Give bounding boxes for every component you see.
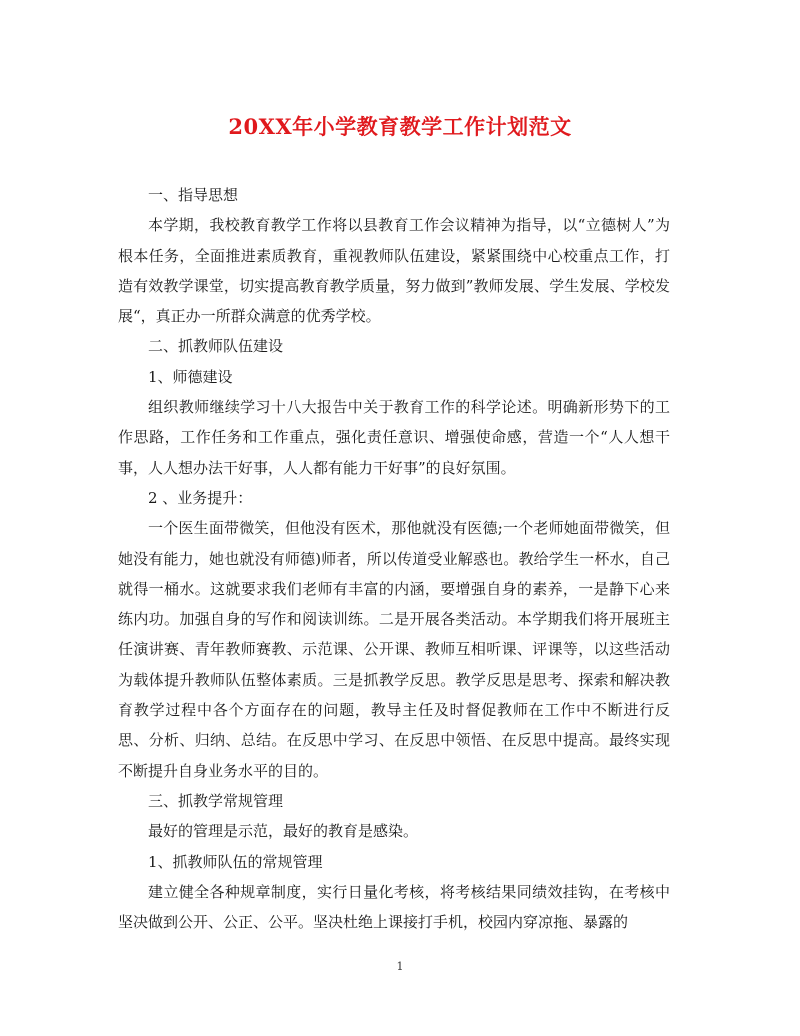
heading-routine-management: 三、抓教学常规管理 <box>148 791 284 810</box>
paragraph-ethics: 组织教师继续学习十八大报告中关于教育工作的科学论述。明确新形势下的工作思路，工作任务和工作重点，强化责任意识、增强使命感，营造一个“人人想干事，人人想办法干好事，人人都有能力干好事”的良好氛围。 <box>118 398 670 477</box>
subheading-ethics: 1、师德建设 <box>148 367 233 386</box>
page-number: 1 <box>396 960 404 973</box>
heading-teacher-team: 二、抓教师队伍建设 <box>148 337 284 356</box>
subheading-team-routine: 1、抓教师队伍的常规管理 <box>148 852 323 871</box>
paragraph-motto: 最好的管理是示范，最好的教育是感染。 <box>148 822 419 841</box>
document-title: 20XX年小学教育教学工作计划范文 <box>228 114 572 139</box>
subheading-skills: 2 、业务提升： <box>148 488 253 507</box>
paragraph-skills: 一个医生面带微笑，但他没有医术，那他就没有医德;一个老师她面带微笑，但她没有能力，她也就没有师德)师者，所以传道受业解惑也。教给学生一杯水，自己就得一桶水。这就要求我们老师有丰富的内涵，要增强自身的素养，一是静下心来练内功。加强自身的写作和阅读训练。二是开展各类活动。本学期我们将开展班主任演讲赛、青年教师赛教、示范课、公开课、教师互相听课、评课等，以这些活动为载体提升教师队伍整体素质。三是抓教学反思。教学反思是思考、探索和解决教育教学过程中各个方面存在的问题，教导主任及时督促教师在工作中不断进行反思、分析、归纳、总结。在反思中学习、在反思中领悟、在反思中提高。最终实现不断提升自身业务水平的目的。 <box>118 519 670 780</box>
paragraph-team-routine: 建立健全各种规章制度，实行日量化考核，将考核结果同绩效挂钩，在考核中坚决做到公开、公正、公平。坚决杜绝上课接打手机，校园内穿凉拖、暴露的 <box>118 882 670 932</box>
heading-guiding-ideology: 一、指导思想 <box>148 186 239 204</box>
document-body <box>118 180 670 937</box>
paragraph-guiding-ideology: 本学期，我校教育教学工作将以县教育工作会议精神为指导，以“立德树人”为根本任务，全面推进素质教育，重视教师队伍建设，紧紧围绕中心校重点工作，打造有效教学课堂，切实提高教育教学质量，努力做到”教师发展、学生发展、学校发展“，真正办一所群众满意的优秀学校。 <box>118 216 670 326</box>
